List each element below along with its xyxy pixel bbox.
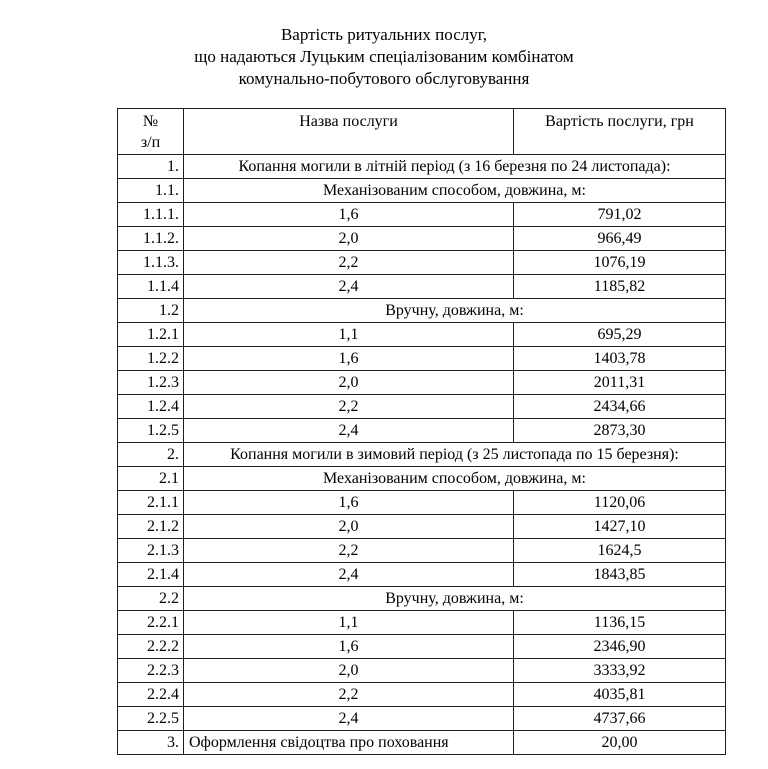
table-row bbox=[118, 611, 726, 635]
row-number-cell: 2.1 bbox=[118, 467, 184, 491]
table-row bbox=[118, 515, 726, 539]
table-row bbox=[118, 659, 726, 683]
row-number-cell: 1.2 bbox=[118, 299, 184, 323]
row-number-cell: 2.2.4 bbox=[118, 683, 184, 707]
table-row bbox=[118, 563, 726, 587]
service-name-cell: 2,4 bbox=[184, 419, 514, 443]
service-name-cell: 1,6 bbox=[184, 203, 514, 227]
row-number-cell: 1.2.4 bbox=[118, 395, 184, 419]
table-row bbox=[118, 491, 726, 515]
section-title-cell: Механізованим способом, довжина, м: bbox=[184, 179, 726, 203]
row-number-cell: 1.2.1 bbox=[118, 323, 184, 347]
row-number-cell: 1.2.3 bbox=[118, 371, 184, 395]
section-title-cell: Копання могили в зимовий період (з 25 листопада по 15 березня): bbox=[184, 443, 726, 467]
service-price-cell: 1403,78 bbox=[514, 347, 726, 371]
table-row bbox=[118, 707, 726, 731]
service-price-cell: 3333,92 bbox=[514, 659, 726, 683]
section-title-cell: Вручну, довжина, м: bbox=[184, 299, 726, 323]
row-number-cell: 1.1. bbox=[118, 179, 184, 203]
table-row bbox=[118, 323, 726, 347]
service-price-cell: 20,00 bbox=[514, 731, 726, 755]
service-name-cell: 2,4 bbox=[184, 563, 514, 587]
service-price-cell: 2011,31 bbox=[514, 371, 726, 395]
column-header-number bbox=[118, 109, 184, 155]
section-title-cell: Вручну, довжина, м: bbox=[184, 587, 726, 611]
row-number-cell: 2.1.4 bbox=[118, 563, 184, 587]
row-number-cell: 2.1.2 bbox=[118, 515, 184, 539]
title-line: Вартість ритуальних послуг, bbox=[280, 25, 488, 44]
column-header-price: Вартість послуги, грн bbox=[514, 109, 726, 155]
price-table bbox=[117, 108, 726, 755]
row-number-cell: 1.1.3. bbox=[118, 251, 184, 275]
row-number-cell: 2.2.1 bbox=[118, 611, 184, 635]
table-row bbox=[118, 683, 726, 707]
column-header-service-name: Назва послуги bbox=[184, 109, 514, 155]
table-row bbox=[118, 227, 726, 251]
row-number-cell: 2.2.3 bbox=[118, 659, 184, 683]
title-line: комунально-побутового обслуговування bbox=[238, 69, 530, 88]
service-name-cell: 2,4 bbox=[184, 275, 514, 299]
row-number-cell: 2.1.3 bbox=[118, 539, 184, 563]
row-number-cell: 1.1.1. bbox=[118, 203, 184, 227]
service-name-cell: 1,6 bbox=[184, 635, 514, 659]
service-price-cell: 1427,10 bbox=[514, 515, 726, 539]
table-row bbox=[118, 467, 726, 491]
table-row bbox=[118, 731, 726, 755]
service-price-cell: 1624,5 bbox=[514, 539, 726, 563]
row-number-cell: 1. bbox=[118, 155, 184, 179]
service-name-cell: 2,0 bbox=[184, 371, 514, 395]
service-price-cell: 4035,81 bbox=[514, 683, 726, 707]
table-row bbox=[118, 251, 726, 275]
service-price-cell: 1185,82 bbox=[514, 275, 726, 299]
service-name-cell: Оформлення свідоцтва про поховання bbox=[184, 731, 514, 755]
service-name-cell: 1,1 bbox=[184, 611, 514, 635]
row-number-cell: 1.1.2. bbox=[118, 227, 184, 251]
service-price-cell: 1120,06 bbox=[514, 491, 726, 515]
service-name-cell: 2,2 bbox=[184, 251, 514, 275]
row-number-cell: 1.1.4 bbox=[118, 275, 184, 299]
service-name-cell: 1,6 bbox=[184, 491, 514, 515]
row-number-cell: 2.2 bbox=[118, 587, 184, 611]
service-price-cell: 2873,30 bbox=[514, 419, 726, 443]
table-row bbox=[118, 443, 726, 467]
service-price-cell: 2346,90 bbox=[514, 635, 726, 659]
price-table-head bbox=[118, 109, 726, 155]
row-number-cell: 3. bbox=[118, 731, 184, 755]
service-price-cell: 1843,85 bbox=[514, 563, 726, 587]
service-price-cell: 791,02 bbox=[514, 203, 726, 227]
table-header-row bbox=[118, 109, 726, 155]
row-number-cell: 1.2.2 bbox=[118, 347, 184, 371]
service-price-cell: 1136,15 bbox=[514, 611, 726, 635]
service-name-cell: 2,0 bbox=[184, 227, 514, 251]
service-name-cell: 2,0 bbox=[184, 515, 514, 539]
table-row bbox=[118, 395, 726, 419]
table-row bbox=[118, 587, 726, 611]
service-name-cell: 2,2 bbox=[184, 395, 514, 419]
row-number-cell: 2.2.5 bbox=[118, 707, 184, 731]
table-row bbox=[118, 203, 726, 227]
service-name-cell: 2,4 bbox=[184, 707, 514, 731]
section-title-cell: Копання могили в літній період (з 16 березня по 24 листопада): bbox=[184, 155, 726, 179]
row-number-cell: 1.2.5 bbox=[118, 419, 184, 443]
table-row bbox=[118, 179, 726, 203]
table-row bbox=[118, 539, 726, 563]
column-header-number-line1: № bbox=[142, 113, 159, 130]
service-price-cell: 966,49 bbox=[514, 227, 726, 251]
service-name-cell: 1,1 bbox=[184, 323, 514, 347]
table-row bbox=[118, 299, 726, 323]
title-line: що надаються Луцьким спеціалізованим комбінатом bbox=[194, 47, 574, 66]
table-row bbox=[118, 347, 726, 371]
service-name-cell: 2,0 bbox=[184, 659, 514, 683]
row-number-cell: 2.2.2 bbox=[118, 635, 184, 659]
section-title-cell: Механізованим способом, довжина, м: bbox=[184, 467, 726, 491]
table-row bbox=[118, 155, 726, 179]
table-row bbox=[118, 419, 726, 443]
table-row bbox=[118, 635, 726, 659]
service-price-cell: 695,29 bbox=[514, 323, 726, 347]
price-table-body bbox=[118, 155, 726, 755]
service-price-cell: 2434,66 bbox=[514, 395, 726, 419]
table-row bbox=[118, 275, 726, 299]
row-number-cell: 2.1.1 bbox=[118, 491, 184, 515]
column-header-number-line2: з/п bbox=[140, 134, 161, 151]
service-name-cell: 1,6 bbox=[184, 347, 514, 371]
service-name-cell: 2,2 bbox=[184, 539, 514, 563]
row-number-cell: 2. bbox=[118, 443, 184, 467]
service-price-cell: 1076,19 bbox=[514, 251, 726, 275]
service-name-cell: 2,2 bbox=[184, 683, 514, 707]
document-title bbox=[0, 24, 768, 90]
table-row bbox=[118, 371, 726, 395]
service-price-cell: 4737,66 bbox=[514, 707, 726, 731]
